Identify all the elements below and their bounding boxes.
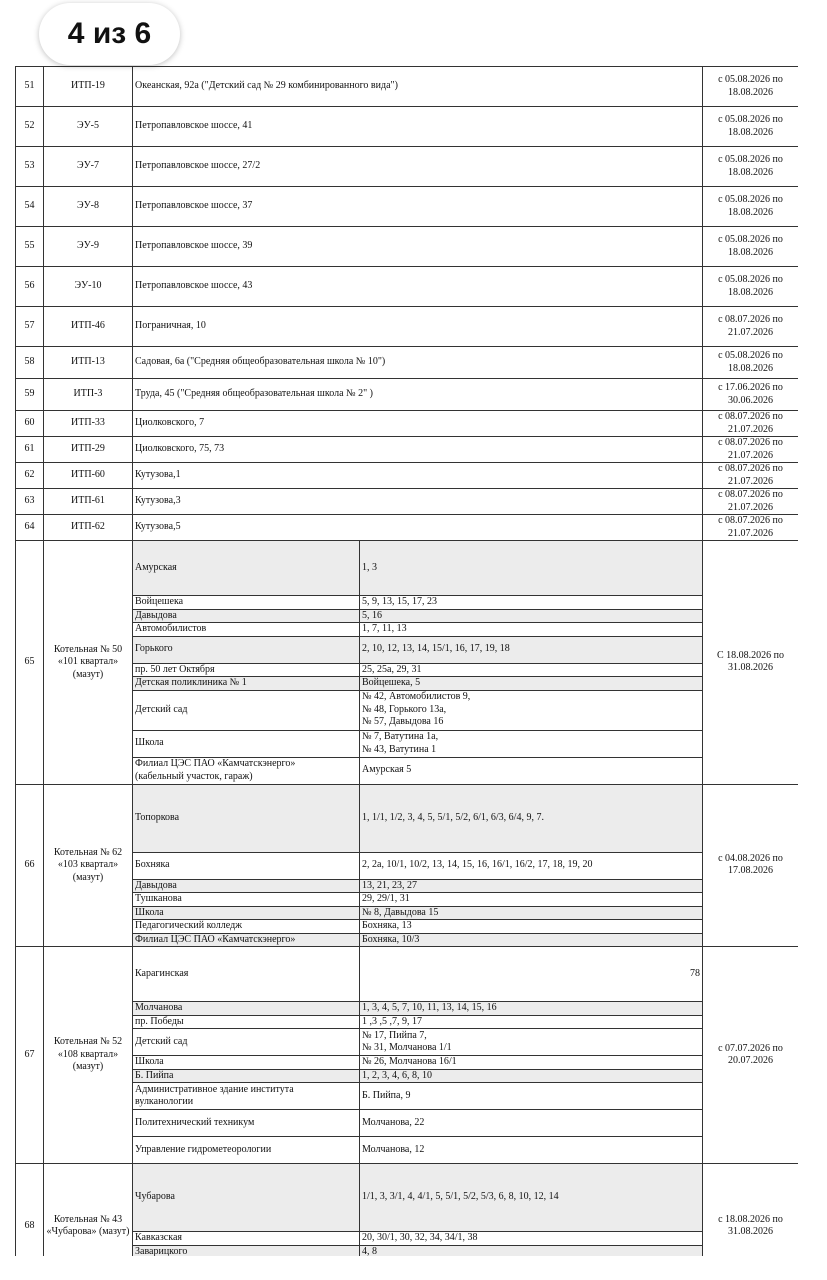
row-number: 56 (16, 267, 44, 307)
row-number: 66 (16, 784, 44, 947)
table-row (16, 227, 799, 267)
row-number: 68 (16, 1164, 44, 1257)
row-number: 64 (16, 515, 44, 541)
period: с 05.08.2026 по 18.08.2026 (703, 267, 798, 307)
station-code: ЭУ-10 (44, 267, 133, 307)
period: с 08.07.2026 по 21.07.2026 (703, 489, 798, 515)
street-name: Чубарова (133, 1164, 360, 1232)
street-name: Детский сад (133, 690, 360, 730)
table-row (16, 67, 799, 107)
address: Петропавловское шоссе, 37 (133, 187, 703, 227)
house-numbers: 2, 10, 12, 13, 14, 15/1, 16, 17, 19, 18 (360, 636, 703, 663)
boiler-house: Котельная № 43 «Чубарова» (мазут) (44, 1164, 133, 1257)
row-number: 53 (16, 147, 44, 187)
house-numbers: Б. Пийпа, 9 (360, 1083, 703, 1110)
house-numbers: 5, 16 (360, 609, 703, 623)
street-name: Автомобилистов (133, 623, 360, 637)
table-row (16, 107, 799, 147)
house-numbers: № 8, Давыдова 15 (360, 906, 703, 920)
row-number: 63 (16, 489, 44, 515)
table-row (16, 347, 799, 379)
station-code: ИТП-62 (44, 515, 133, 541)
house-numbers: 1, 2, 3, 4, 6, 8, 10 (360, 1069, 703, 1083)
address: Петропавловское шоссе, 27/2 (133, 147, 703, 187)
house-numbers: 4, 8 (360, 1245, 703, 1256)
boiler-house: Котельная № 50 «101 квартал» (мазут) (44, 541, 133, 785)
street-name: Школа (133, 906, 360, 920)
address: Петропавловское шоссе, 39 (133, 227, 703, 267)
table-row (16, 784, 799, 852)
street-name: пр. Победы (133, 1015, 360, 1029)
house-numbers: № 17, Пийпа 7, № 31, Молчанова 1/1 (360, 1029, 703, 1056)
address: Океанская, 92а ("Детский сад № 29 комбинированного вида") (133, 67, 703, 107)
house-numbers: № 26, Молчанова 16/1 (360, 1056, 703, 1070)
street-name: Горького (133, 636, 360, 663)
house-numbers: Бохняка, 10/3 (360, 933, 703, 947)
station-code: ЭУ-8 (44, 187, 133, 227)
period: с 05.08.2026 по 18.08.2026 (703, 107, 798, 147)
street-name: Топоркова (133, 784, 360, 852)
period: с 04.08.2026 по 17.08.2026 (703, 784, 798, 947)
table-row (16, 267, 799, 307)
station-code: ИТП-3 (44, 379, 133, 411)
street-name: Кавказская (133, 1232, 360, 1246)
address: Пограничная, 10 (133, 307, 703, 347)
house-numbers: 1, 7, 11, 13 (360, 623, 703, 637)
house-numbers: 20, 30/1, 30, 32, 34, 34/1, 38 (360, 1232, 703, 1246)
house-numbers: 1 ,3 ,5 ,7, 9, 17 (360, 1015, 703, 1029)
row-number: 67 (16, 947, 44, 1164)
street-name: Войцешека (133, 596, 360, 610)
station-code: ИТП-29 (44, 437, 133, 463)
table-row (16, 437, 799, 463)
outage-schedule-table (15, 66, 798, 1256)
street-name: Политехнический техникум (133, 1110, 360, 1137)
station-code: ИТП-33 (44, 411, 133, 437)
table-row (16, 541, 799, 596)
table-row (16, 147, 799, 187)
house-numbers: 25, 25а, 29, 31 (360, 663, 703, 677)
period: с 08.07.2026 по 21.07.2026 (703, 463, 798, 489)
station-code: ЭУ-7 (44, 147, 133, 187)
street-name: Административное здание института вулканологии (133, 1083, 360, 1110)
street-name: Молчанова (133, 1002, 360, 1016)
page-bottom-margin (0, 1256, 827, 1280)
row-number: 60 (16, 411, 44, 437)
table-row (16, 1164, 799, 1232)
house-numbers: 5, 9, 13, 15, 17, 23 (360, 596, 703, 610)
period: с 05.08.2026 по 18.08.2026 (703, 67, 798, 107)
period: с 05.08.2026 по 18.08.2026 (703, 187, 798, 227)
house-numbers: Молчанова, 12 (360, 1137, 703, 1164)
house-numbers: № 7, Ватутина 1а, № 43, Ватутина 1 (360, 730, 703, 757)
house-numbers: Молчанова, 22 (360, 1110, 703, 1137)
row-number: 61 (16, 437, 44, 463)
house-numbers: № 42, Автомобилистов 9, № 48, Горького 13а, № 57, Давыдова 16 (360, 690, 703, 730)
row-number: 55 (16, 227, 44, 267)
row-number: 57 (16, 307, 44, 347)
address: Кутузова,5 (133, 515, 703, 541)
table-row (16, 515, 799, 541)
house-numbers: Амурская 5 (360, 757, 703, 784)
street-name: Управление гидрометеорологии (133, 1137, 360, 1164)
station-code: ИТП-13 (44, 347, 133, 379)
street-name: Б. Пийпа (133, 1069, 360, 1083)
table-row (16, 489, 799, 515)
row-number: 65 (16, 541, 44, 785)
table-row (16, 411, 799, 437)
table-row (16, 307, 799, 347)
house-numbers: 1/1, 3, 3/1, 4, 4/1, 5, 5/1, 5/2, 5/3, 6, 8, 10, 12, 14 (360, 1164, 703, 1232)
station-code: ИТП-19 (44, 67, 133, 107)
period: с 08.07.2026 по 21.07.2026 (703, 307, 798, 347)
street-name: Амурская (133, 541, 360, 596)
table-row (16, 463, 799, 489)
street-name: Педагогический колледж (133, 920, 360, 934)
table-row (16, 379, 799, 411)
address: Садовая, 6а ("Средняя общеобразовательная школа № 10") (133, 347, 703, 379)
house-numbers: 2, 2а, 10/1, 10/2, 13, 14, 15, 16, 16/1, 16/2, 17, 18, 19, 20 (360, 852, 703, 879)
row-number: 51 (16, 67, 44, 107)
period: с 07.07.2026 по 20.07.2026 (703, 947, 798, 1164)
street-name: пр. 50 лет Октября (133, 663, 360, 677)
street-name: Детский сад (133, 1029, 360, 1056)
table-row (16, 187, 799, 227)
street-name: Школа (133, 730, 360, 757)
boiler-house: Котельная № 52 «108 квартал» (мазут) (44, 947, 133, 1164)
address: Петропавловское шоссе, 41 (133, 107, 703, 147)
period: с 05.08.2026 по 18.08.2026 (703, 227, 798, 267)
row-number: 58 (16, 347, 44, 379)
row-number: 54 (16, 187, 44, 227)
street-name: Карагинская (133, 947, 360, 1002)
address: Кутузова,1 (133, 463, 703, 489)
row-number: 59 (16, 379, 44, 411)
station-code: ИТП-46 (44, 307, 133, 347)
station-code: ЭУ-9 (44, 227, 133, 267)
street-name: Филиал ЦЭС ПАО «Камчатскэнерго» (кабельный участок, гараж) (133, 757, 360, 784)
address: Циолковского, 75, 73 (133, 437, 703, 463)
house-numbers: Бохняка, 13 (360, 920, 703, 934)
street-name: Тушканова (133, 893, 360, 907)
row-number: 62 (16, 463, 44, 489)
street-name: Филиал ЦЭС ПАО «Камчатскэнерго» (133, 933, 360, 947)
address: Петропавловское шоссе, 43 (133, 267, 703, 307)
page-indicator: 4 из 6 (39, 3, 180, 65)
street-name: Бохняка (133, 852, 360, 879)
street-name: Заварицкого (133, 1245, 360, 1256)
street-name: Давыдова (133, 879, 360, 893)
house-numbers: 1, 1/1, 1/2, 3, 4, 5, 5/1, 5/2, 6/1, 6/3, 6/4, 9, 7. (360, 784, 703, 852)
street-name: Школа (133, 1056, 360, 1070)
house-numbers: 13, 21, 23, 27 (360, 879, 703, 893)
street-name: Детская поликлиника № 1 (133, 677, 360, 691)
address: Труда, 45 ("Средняя общеобразовательная школа № 2" ) (133, 379, 703, 411)
period: с 05.08.2026 по 18.08.2026 (703, 147, 798, 187)
house-numbers: 1, 3 (360, 541, 703, 596)
station-code: ИТП-60 (44, 463, 133, 489)
table-body (16, 67, 799, 1257)
house-numbers: 1, 3, 4, 5, 7, 10, 11, 13, 14, 15, 16 (360, 1002, 703, 1016)
house-numbers: 78 (360, 947, 703, 1002)
station-code: ЭУ-5 (44, 107, 133, 147)
period: с 05.08.2026 по 18.08.2026 (703, 347, 798, 379)
period: с 08.07.2026 по 21.07.2026 (703, 515, 798, 541)
period: с 08.07.2026 по 21.07.2026 (703, 411, 798, 437)
period: с 18.08.2026 по 31.08.2026 (703, 1164, 798, 1257)
period: С 18.08.2026 по 31.08.2026 (703, 541, 798, 785)
row-number: 52 (16, 107, 44, 147)
address: Кутузова,3 (133, 489, 703, 515)
house-numbers: 29, 29/1, 31 (360, 893, 703, 907)
station-code: ИТП-61 (44, 489, 133, 515)
street-name: Давыдова (133, 609, 360, 623)
document-page (15, 66, 798, 1256)
period: с 17.06.2026 по 30.06.2026 (703, 379, 798, 411)
house-numbers: Войцешека, 5 (360, 677, 703, 691)
boiler-house: Котельная № 62 «103 квартал» (мазут) (44, 784, 133, 947)
address: Циолковского, 7 (133, 411, 703, 437)
period: с 08.07.2026 по 21.07.2026 (703, 437, 798, 463)
table-row (16, 947, 799, 1002)
